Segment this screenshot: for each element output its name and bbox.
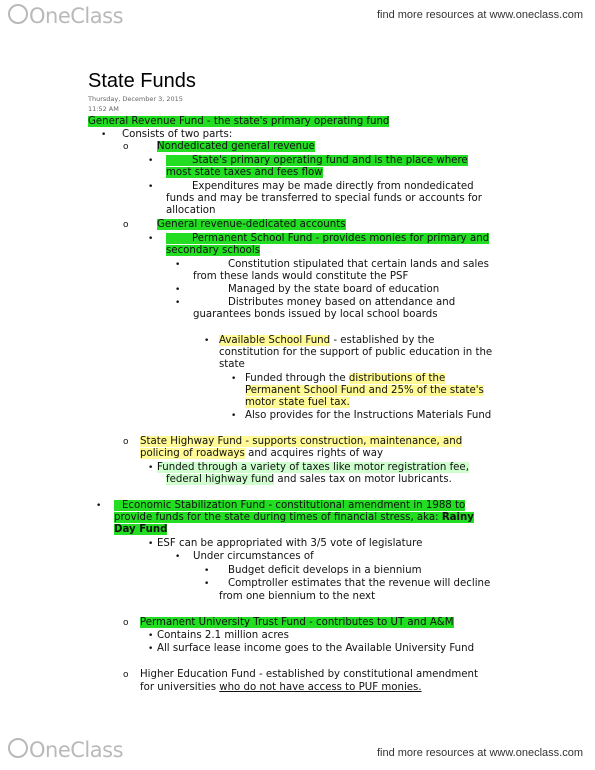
note-line: Contains 2.1 million acres — [157, 630, 289, 641]
bullet-icon: • — [204, 579, 210, 589]
bullet-icon: • — [175, 285, 181, 295]
logo-ring-icon — [8, 4, 28, 24]
note-line: Available School Fund - established by the — [219, 335, 435, 346]
note-line: guarantees bonds issued by local school boards — [193, 309, 438, 320]
bullet-icon: • — [148, 234, 154, 244]
bullet-icon: • — [148, 539, 154, 549]
note-line: Higher Education Fund - established by constitutional amendment — [140, 669, 479, 680]
note-line: Consists of two parts: — [122, 129, 233, 140]
promo-text: find more resources at www.oneclass.com — [376, 9, 583, 21]
note-line: Comptroller estimates that the revenue will decline — [228, 578, 491, 589]
bullet-icon: • — [175, 298, 181, 308]
note-line: State's primary operating fund and is the place where — [166, 155, 468, 167]
bullet-icon: • — [175, 260, 181, 270]
note-line: Funded through the distributions of the — [245, 373, 446, 384]
bullet-icon: • — [96, 501, 102, 511]
bullet-icon: • — [148, 463, 154, 473]
note-line: Expenditures may be made directly from nondedicated — [192, 181, 474, 192]
note-line: Permanent School Fund - provides monies for primary and — [166, 233, 489, 245]
note-line: from these lands would constitute the PSF — [193, 271, 409, 282]
note-line: Under circumstances of — [193, 551, 314, 562]
note-line: provide funds for the state during times of financial stress, aka: Rainy — [114, 512, 474, 523]
note-date: Thursday, December 3, 2015 — [88, 95, 183, 103]
note-line: General Revenue Fund - the state's primary operating fund — [88, 116, 390, 127]
bullet-icon: • — [148, 631, 154, 641]
note-line: All surface lease income goes to the Available University Fund — [157, 643, 475, 654]
circle-bullet-icon: o — [123, 220, 129, 230]
note-line: Distributes money based on attendance and — [228, 297, 456, 308]
note-line: Funded through a variety of taxes like motor registration fee, — [157, 462, 469, 473]
note-line: Permanent University Trust Fund - contributes to UT and A&M — [140, 617, 454, 628]
note-line: most state taxes and fees flow — [166, 167, 323, 178]
note-line: ESF can be appropriated with 3/5 vote of legislature — [157, 538, 423, 549]
bullet-icon: • — [148, 182, 154, 192]
note-line: State Highway Fund - supports construction, maintenance, and — [140, 436, 463, 447]
bullet-icon: • — [175, 552, 181, 562]
note-line: policing of roadways and acquires rights of way — [140, 448, 384, 459]
circle-bullet-icon: o — [123, 142, 129, 152]
oneclass-logo: OneClass — [8, 4, 123, 28]
note-line: Economic Stabilization Fund - constitutional amendment in 1988 to — [114, 500, 465, 512]
note-time: 11:52 AM — [88, 105, 119, 113]
note-line: funds and may be transferred to special funds or accounts for — [166, 193, 482, 204]
bullet-icon: • — [204, 336, 210, 346]
note-line: federal highway fund and sales tax on motor lubricants. — [166, 474, 452, 485]
note-line: motor state fuel tax. — [245, 397, 350, 408]
note-line: Permanent School Fund and 25% of the state's — [245, 385, 484, 396]
note-line: constitution for the support of public education in the — [219, 347, 493, 358]
bullet-icon: • — [231, 411, 237, 421]
bullet-icon: • — [101, 130, 107, 140]
note-line: allocation — [166, 205, 216, 216]
circle-bullet-icon: o — [123, 670, 129, 680]
note-line: Budget deficit develops in a biennium — [228, 565, 422, 576]
note-line: secondary schools — [166, 245, 261, 256]
bullet-icon: • — [204, 566, 210, 576]
bullet-icon: • — [148, 644, 154, 654]
bullet-icon: • — [148, 156, 154, 166]
note-line: Constitution stipulated that certain lands and sales — [228, 259, 489, 270]
note-line: General revenue-dedicated accounts — [157, 219, 346, 230]
note-line: for universities who do not have access to PUF monies. — [140, 682, 422, 693]
note-line: Nondedicated general revenue — [157, 141, 315, 152]
note-line: state — [219, 359, 245, 370]
circle-bullet-icon: o — [123, 618, 129, 628]
note-line: Also provides for the Instructions Materials Fund — [245, 410, 492, 421]
note-line: Managed by the state board of education — [228, 284, 440, 295]
note-line: Day Fund — [114, 524, 168, 535]
logo-ring-icon — [8, 738, 28, 758]
note-line: from one biennium to the next — [219, 591, 376, 602]
circle-bullet-icon: o — [123, 437, 129, 447]
oneclass-logo: OneClass — [8, 738, 123, 762]
page-title: State Funds — [88, 70, 196, 92]
bullet-icon: • — [231, 374, 237, 384]
promo-text: find more resources at www.oneclass.com — [376, 747, 583, 759]
